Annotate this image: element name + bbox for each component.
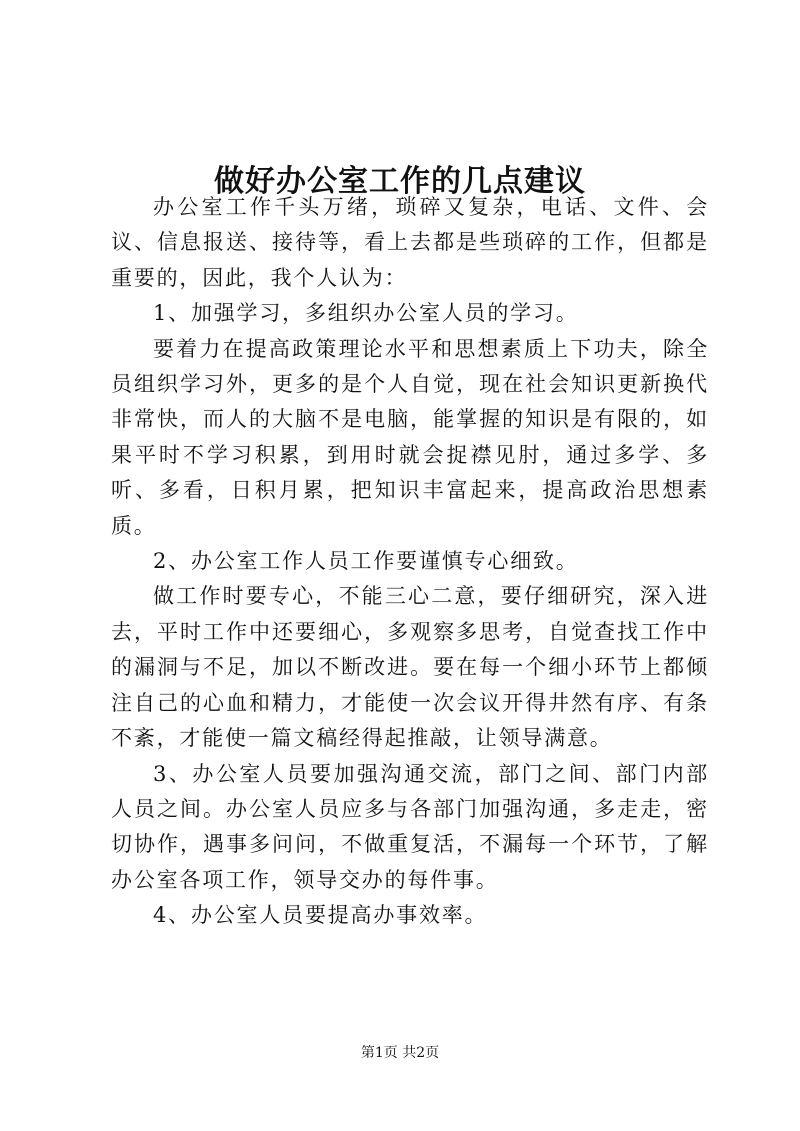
heading-point-4: 4、办公室人员要提高办事效率。 <box>153 903 488 928</box>
heading-point-2: 2、办公室工作人员工作要谨慎专心细致。 <box>153 549 579 574</box>
heading-point-1: 1、加强学习，多组织办公室人员的学习。 <box>153 301 579 326</box>
page-footer: 第1页 共2页 <box>360 1045 440 1061</box>
document-body <box>111 190 709 934</box>
paragraph-point-1: 要着力在提高政策理论水平和思想素质上下功夫，除全员组织学习外，更多的是个人自觉，现在社会知识更新换代非常快，而人的大脑不是电脑，能掌握的知识是有限的，如果平时不学习积累，到用时就会捉襟见肘，通过多学、多听、多看，日积月累，把知识丰富起来，提高政治思想素质。 <box>111 336 709 538</box>
paragraph-point-3: 3、办公室人员要加强沟通交流，部门之间、部门内部人员之间。办公室人员应多与各部门加强沟通，多走走，密切协作，遇事多问问，不做重复活，不漏每一个环节，了解办公室各项工作，领导交办的每件事。 <box>111 761 709 892</box>
paragraph-intro: 办公室工作千头万绪，琐碎又复杂，电话、文件、会议、信息报送、接待等，看上去都是些琐碎的工作，但都是重要的，因此，我个人认为： <box>111 195 709 290</box>
paragraph-point-2: 做工作时要专心，不能三心二意，要仔细研究，深入进去，平时工作中还要细心，多观察多思考，自觉查找工作中的漏洞与不足，加以不断改进。要在每一个细小环节上都倾注自己的心血和精力，才能使一次会议开得井然有序、有条不紊，才能使一篇文稿经得起推敲，让领导满意。 <box>111 584 709 751</box>
document-title: 做好办公室工作的几点建议 <box>214 164 586 200</box>
